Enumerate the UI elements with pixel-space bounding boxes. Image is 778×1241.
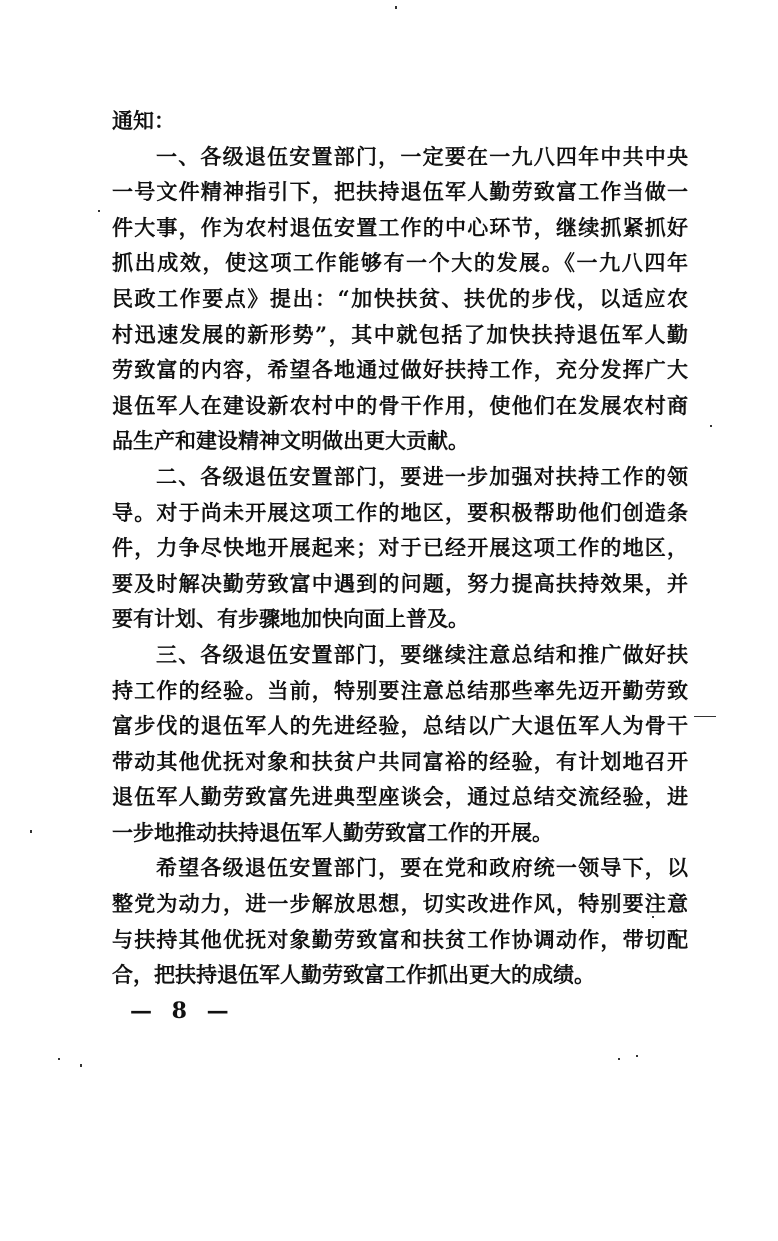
scan-speck: [98, 210, 100, 212]
scan-speck: [395, 6, 397, 9]
text-line: 民政工作要点》提出：“加快扶贫、扶优的步伐，以适应农: [112, 285, 688, 311]
scan-speck: [618, 1058, 620, 1060]
text-line: 与扶持其他优抚对象勤劳致富和扶贫工作协调动作，带切配: [112, 926, 688, 952]
scan-speck: [58, 1058, 60, 1060]
text-line: 抓出成效，使这项工作能够有一个大的发展。《一九八四年: [112, 250, 688, 276]
text-line: 二、各级退伍安置部门，要进一步加强对扶持工作的领: [156, 463, 688, 489]
text-line: 村迅速发展的新形势”，其中就包括了加快扶持退伍军人勤: [112, 321, 688, 347]
text-line: 退伍军人勤劳致富先进典型座谈会，通过总结交流经验，进: [112, 784, 688, 810]
text-line: 要及时解决勤劳致富中遇到的问题，努力提高扶持效果，并: [112, 570, 688, 596]
text-line: 一步地推动扶持退伍军人勤劳致富工作的开展。: [112, 819, 553, 845]
text-line: 希望各级退伍安置部门，要在党和政府统一领导下，以: [156, 855, 688, 881]
text-line: 一号文件精神指引下，把扶持退伍军人勤劳致富工作当做一: [112, 179, 688, 205]
text-line: 带动其他优抚对象和扶贫户共同富裕的经验，有计划地召开: [112, 748, 688, 774]
scan-speck: [652, 916, 654, 918]
body-text: [112, 103, 688, 993]
text-line: 品生产和建设精神文明做出更大贡献。: [112, 428, 469, 454]
scan-speck: [30, 830, 32, 833]
text-line: 劳致富的内容，希望各地通过做好扶持工作，充分发挥广大: [112, 357, 688, 383]
text-line: 要有计划、有步骤地加快向面上普及。: [112, 606, 469, 632]
text-line: 一、各级退伍安置部门，一定要在一九八四年中共中央: [156, 143, 688, 169]
scan-speck: [694, 716, 716, 717]
page-number: — 8 —: [130, 998, 235, 1024]
scan-speck: [636, 1055, 638, 1057]
text-line: 退伍军人在建设新农村中的骨干作用，使他们在发展农村商: [112, 392, 688, 418]
text-line: 导。对于尚未开展这项工作的地区，要积极帮助他们创造条: [112, 499, 688, 525]
text-line: 通知：: [112, 108, 175, 133]
scan-speck: [80, 1064, 82, 1067]
text-line: 富步伐的退伍军人的先进经验，总结以广大退伍军人为骨干: [112, 713, 688, 739]
text-line: 持工作的经验。当前，特别要注意总结那些率先迈开勤劳致: [112, 677, 688, 703]
text-line: 件，力争尽快地开展起来；对于已经开展这项工作的地区，: [112, 535, 688, 561]
text-line: 整党为动力，进一步解放思想，切实改进作风，特别要注意: [112, 891, 688, 917]
text-line: 三、各级退伍安置部门，要继续注意总结和推广做好扶: [156, 641, 688, 667]
scan-speck: [710, 425, 712, 427]
text-line: 合，把扶持退伍军人勤劳致富工作抓出更大的成绩。: [112, 962, 595, 988]
text-line: 件大事，作为农村退伍安置工作的中心环节，继续抓紧抓好: [112, 214, 688, 240]
